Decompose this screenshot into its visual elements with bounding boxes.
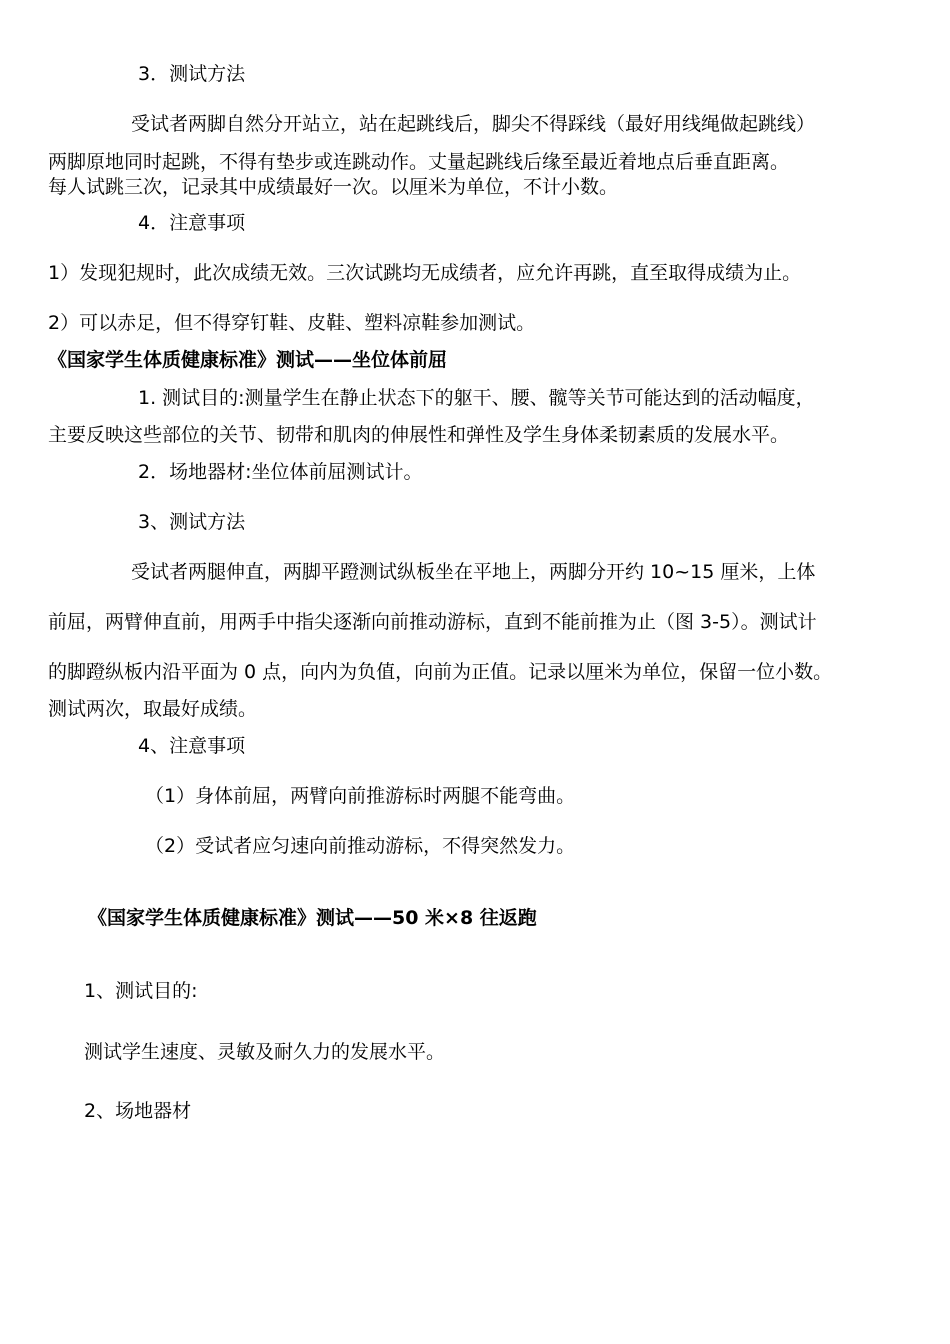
heading-test-method: 3、测试方法 <box>138 511 246 533</box>
heading-notes: 4．注意事项 <box>138 212 246 234</box>
paragraph-line: 每人试跳三次，记录其中成绩最好一次。以厘米为单位，不计小数。 <box>48 176 619 198</box>
paragraph-line: 两脚原地同时起跳，不得有垫步或连跳动作。丈量起跳线后缘至最近着地点后垂直距离。 <box>48 151 790 173</box>
paragraph-line: 测试两次，取最好成绩。 <box>48 698 258 720</box>
paragraph-line: 受试者两脚自然分开站立，站在起跳线后，脚尖不得踩线（最好用线绳做起跳线） <box>131 113 816 135</box>
heading-test-method: 3．测试方法 <box>138 63 246 85</box>
section-title-shuttle-run: 《国家学生体质健康标准》测试——50 米×8 往返跑 <box>88 907 537 929</box>
note-item: （1）身体前屈，两臂向前推游标时两腿不能弯曲。 <box>145 785 576 807</box>
note-item: （2）受试者应匀速向前推动游标，不得突然发力。 <box>145 835 576 857</box>
paragraph-line: 主要反映这些部位的关节、韧带和肌肉的伸展性和弹性及学生身体柔韧素质的发展水平。 <box>48 424 790 446</box>
heading-equipment: 2、场地器材 <box>84 1100 192 1122</box>
paragraph-line: 受试者两腿伸直，两脚平蹬测试纵板坐在平地上，两脚分开约 10~15 厘米，上体 <box>131 561 816 583</box>
heading-notes: 4、注意事项 <box>138 735 246 757</box>
equipment-line: 2．场地器材:坐位体前屈测试计。 <box>138 461 423 483</box>
paragraph-line: 测试学生速度、灵敏及耐久力的发展水平。 <box>84 1041 446 1063</box>
section-title-sit-reach: 《国家学生体质健康标准》测试——坐位体前屈 <box>48 349 448 371</box>
paragraph-line: 1. 测试目的:测量学生在静止状态下的躯干、腰、髋等关节可能达到的活动幅度， <box>138 387 815 409</box>
heading-test-purpose: 1、测试目的: <box>84 980 198 1002</box>
paragraph-line: 前屈，两臂伸直前，用两手中指尖逐渐向前推动游标，直到不能前推为止（图 3-5）。测试计 <box>48 611 817 633</box>
paragraph-line: 的脚蹬纵板内沿平面为 0 点，向内为负值，向前为正值。记录以厘米为单位，保留一位小数。 <box>48 661 833 683</box>
note-item: 1）发现犯规时，此次成绩无效。三次试跳均无成绩者，应允许再跳，直至取得成绩为止。 <box>48 262 802 284</box>
note-item: 2）可以赤足，但不得穿钉鞋、皮鞋、塑料凉鞋参加测试。 <box>48 312 536 334</box>
